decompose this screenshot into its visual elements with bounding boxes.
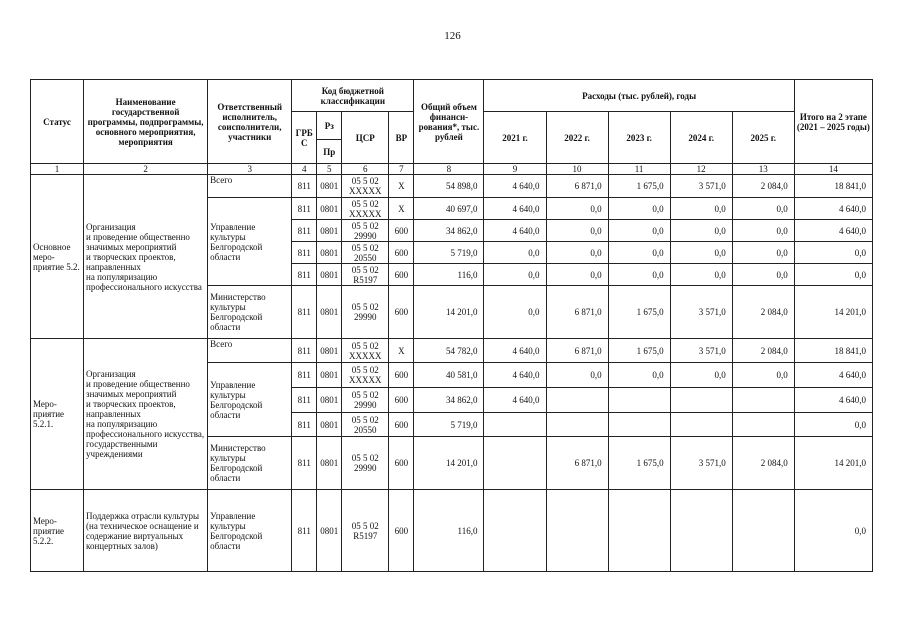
y2024-cell: 3 571,0 <box>670 286 732 339</box>
header-grbs: ГРБ С <box>292 112 317 164</box>
header-year-2021: 2021 г. <box>484 112 546 164</box>
y2023-cell: 0,0 <box>608 242 670 264</box>
y2025-cell: 0,0 <box>732 220 794 242</box>
y2022-cell: 6 871,0 <box>546 339 608 363</box>
y2024-cell <box>670 413 732 437</box>
vr-cell: 600 <box>389 286 414 339</box>
header-budget-code: Код бюджетной классификации <box>292 80 414 112</box>
header-executor: Ответственный исполнитель, соисполнители, участники <box>208 80 292 164</box>
header-year-2024: 2024 г. <box>670 112 732 164</box>
header-expenses: Расходы (тыс. рублей), годы <box>484 80 794 112</box>
y2021-cell: 4 640,0 <box>484 220 546 242</box>
y2024-cell: 3 571,0 <box>670 437 732 490</box>
y2021-cell: 0,0 <box>484 264 546 286</box>
header-name: Наименование государственной программы, подпрограммы, основного мероприятия, мероприятия <box>84 80 208 164</box>
rz-cell: 0801 <box>317 388 342 413</box>
y2023-cell <box>608 388 670 413</box>
rz-cell: 0801 <box>317 363 342 388</box>
grbs-cell: 811 <box>292 175 317 198</box>
col-number: 4 <box>292 164 317 175</box>
csr-cell: 05 5 02 29990 <box>342 286 389 339</box>
page-number: 126 <box>444 30 461 42</box>
executor-cell: Управление культуры Белгородской области <box>208 198 292 286</box>
status-cell: Меро-приятие 5.2.2. <box>31 490 84 572</box>
budget-table <box>30 79 873 572</box>
vr-cell: 600 <box>389 220 414 242</box>
y2021-cell: 4 640,0 <box>484 198 546 220</box>
total-cell: 14 201,0 <box>414 286 484 339</box>
y2022-cell: 6 871,0 <box>546 286 608 339</box>
y2025-cell: 2 084,0 <box>732 339 794 363</box>
col-number: 12 <box>670 164 732 175</box>
y2025-cell: 2 084,0 <box>732 437 794 490</box>
y2025-cell: 0,0 <box>732 264 794 286</box>
y2024-cell: 0,0 <box>670 220 732 242</box>
status-cell: Меро-приятие 5.2.1. <box>31 339 84 490</box>
vr-cell: X <box>389 339 414 363</box>
y2022-cell: 6 871,0 <box>546 175 608 198</box>
rz-cell: 0801 <box>317 198 342 220</box>
rz-cell: 0801 <box>317 286 342 339</box>
y2025-cell <box>732 490 794 572</box>
header-vr: ВР <box>389 112 414 164</box>
total-cell: 40 697,0 <box>414 198 484 220</box>
y2021-cell: 4 640,0 <box>484 363 546 388</box>
vr-cell: 600 <box>389 437 414 490</box>
col-number: 6 <box>342 164 389 175</box>
y2022-cell: 6 871,0 <box>546 437 608 490</box>
total-cell: 40 581,0 <box>414 363 484 388</box>
total-cell: 14 201,0 <box>414 437 484 490</box>
rz-cell: 0801 <box>317 490 342 572</box>
status-cell: Основное меро-приятие 5.2. <box>31 175 84 339</box>
stage-total-cell: 18 841,0 <box>794 339 872 363</box>
y2023-cell: 0,0 <box>608 363 670 388</box>
y2025-cell: 0,0 <box>732 363 794 388</box>
stage-total-cell: 14 201,0 <box>794 437 872 490</box>
total-cell: 54 782,0 <box>414 339 484 363</box>
col-number: 9 <box>484 164 546 175</box>
csr-cell: 05 5 02 29990 <box>342 388 389 413</box>
y2021-cell: 4 640,0 <box>484 388 546 413</box>
y2025-cell: 0,0 <box>732 198 794 220</box>
y2023-cell: 0,0 <box>608 198 670 220</box>
total-cell: 34 862,0 <box>414 388 484 413</box>
y2023-cell <box>608 490 670 572</box>
header-year-2022: 2022 г. <box>546 112 608 164</box>
stage-total-cell: 0,0 <box>794 413 872 437</box>
y2023-cell: 1 675,0 <box>608 175 670 198</box>
col-number: 14 <box>794 164 872 175</box>
csr-cell: 05 5 02 R5197 <box>342 490 389 572</box>
y2025-cell: 2 084,0 <box>732 175 794 198</box>
y2023-cell: 0,0 <box>608 264 670 286</box>
vr-cell: 600 <box>389 490 414 572</box>
csr-cell: 05 5 02 XXXXX <box>342 339 389 363</box>
grbs-cell: 811 <box>292 437 317 490</box>
total-cell: 116,0 <box>414 264 484 286</box>
total-cell: 5 719,0 <box>414 413 484 437</box>
grbs-cell: 811 <box>292 242 317 264</box>
grbs-cell: 811 <box>292 198 317 220</box>
grbs-cell: 811 <box>292 388 317 413</box>
stage-total-cell: 4 640,0 <box>794 363 872 388</box>
stage-total-cell: 4 640,0 <box>794 388 872 413</box>
y2023-cell: 1 675,0 <box>608 286 670 339</box>
activity-name-cell: Организация и проведение общественно значимых мероприятий и творческих проектов, направленных на популяризацию профессионального искусства <box>84 175 208 339</box>
header-rz: Рз <box>317 112 342 140</box>
y2021-cell <box>484 490 546 572</box>
executor-cell: Всего <box>208 175 292 198</box>
rz-cell: 0801 <box>317 220 342 242</box>
total-cell: 116,0 <box>414 490 484 572</box>
header-year-2023: 2023 г. <box>608 112 670 164</box>
table-row <box>31 339 873 363</box>
vr-cell: 600 <box>389 264 414 286</box>
col-number: 5 <box>317 164 342 175</box>
rz-cell: 0801 <box>317 339 342 363</box>
vr-cell: X <box>389 198 414 220</box>
header-pr: Пр <box>317 140 342 164</box>
csr-cell: 05 5 02 R5197 <box>342 264 389 286</box>
grbs-cell: 811 <box>292 413 317 437</box>
y2022-cell <box>546 490 608 572</box>
y2021-cell: 0,0 <box>484 286 546 339</box>
y2024-cell <box>670 388 732 413</box>
grbs-cell: 811 <box>292 264 317 286</box>
vr-cell: 600 <box>389 413 414 437</box>
y2021-cell: 4 640,0 <box>484 339 546 363</box>
grbs-cell: 811 <box>292 286 317 339</box>
csr-cell: 05 5 02 XXXXX <box>342 363 389 388</box>
csr-cell: 05 5 02 29990 <box>342 437 389 490</box>
col-number: 1 <box>31 164 84 175</box>
col-number: 10 <box>546 164 608 175</box>
csr-cell: 05 5 02 XXXXX <box>342 198 389 220</box>
executor-cell: Всего <box>208 339 292 363</box>
col-number: 13 <box>732 164 794 175</box>
total-cell: 5 719,0 <box>414 242 484 264</box>
y2024-cell: 3 571,0 <box>670 175 732 198</box>
y2022-cell: 0,0 <box>546 198 608 220</box>
header-total-volume: Общий объем финанси-рования*, тыс. рублей <box>414 80 484 164</box>
vr-cell: X <box>389 175 414 198</box>
y2022-cell: 0,0 <box>546 264 608 286</box>
stage-total-cell: 0,0 <box>794 490 872 572</box>
header-csr: ЦСР <box>342 112 389 164</box>
y2025-cell: 2 084,0 <box>732 286 794 339</box>
header-stage-total: Итого на 2 этапе (2021 – 2025 годы) <box>794 80 872 164</box>
activity-name-cell: Организация и проведение общественно значимых мероприятий и творческих проектов, направленных на популяризацию профессионального искусства, государственными учреждениями <box>84 339 208 490</box>
rz-cell: 0801 <box>317 437 342 490</box>
executor-cell: Министерство культуры Белгородской области <box>208 437 292 490</box>
y2024-cell: 0,0 <box>670 363 732 388</box>
executor-cell: Министерство культуры Белгородской области <box>208 286 292 339</box>
table-row <box>31 175 873 198</box>
rz-cell: 0801 <box>317 242 342 264</box>
csr-cell: 05 5 02 XXXXX <box>342 175 389 198</box>
y2025-cell: 0,0 <box>732 242 794 264</box>
vr-cell: 600 <box>389 388 414 413</box>
col-number: 2 <box>84 164 208 175</box>
activity-name-cell: Поддержка отрасли культуры (на техническое оснащение и содержание виртуальных концертных залов) <box>84 490 208 572</box>
y2022-cell: 0,0 <box>546 242 608 264</box>
y2024-cell: 0,0 <box>670 264 732 286</box>
col-number: 11 <box>608 164 670 175</box>
grbs-cell: 811 <box>292 220 317 242</box>
csr-cell: 05 5 02 20550 <box>342 242 389 264</box>
column-number-row <box>31 164 873 175</box>
csr-cell: 05 5 02 20550 <box>342 413 389 437</box>
y2025-cell <box>732 413 794 437</box>
total-cell: 34 862,0 <box>414 220 484 242</box>
y2021-cell <box>484 437 546 490</box>
grbs-cell: 811 <box>292 490 317 572</box>
y2025-cell <box>732 388 794 413</box>
y2024-cell: 0,0 <box>670 242 732 264</box>
y2022-cell: 0,0 <box>546 220 608 242</box>
col-number: 8 <box>414 164 484 175</box>
stage-total-cell: 14 201,0 <box>794 286 872 339</box>
y2021-cell <box>484 413 546 437</box>
rz-cell: 0801 <box>317 175 342 198</box>
y2024-cell: 0,0 <box>670 198 732 220</box>
y2022-cell <box>546 413 608 437</box>
y2021-cell: 0,0 <box>484 242 546 264</box>
y2021-cell: 4 640,0 <box>484 175 546 198</box>
col-number: 7 <box>389 164 414 175</box>
executor-cell: Управление культуры Белгородской области <box>208 490 292 572</box>
y2024-cell <box>670 490 732 572</box>
y2024-cell: 3 571,0 <box>670 339 732 363</box>
total-cell: 54 898,0 <box>414 175 484 198</box>
stage-total-cell: 4 640,0 <box>794 220 872 242</box>
rz-cell: 0801 <box>317 264 342 286</box>
stage-total-cell: 0,0 <box>794 242 872 264</box>
y2023-cell: 1 675,0 <box>608 437 670 490</box>
stage-total-cell: 4 640,0 <box>794 198 872 220</box>
y2023-cell <box>608 413 670 437</box>
grbs-cell: 811 <box>292 339 317 363</box>
col-number: 3 <box>208 164 292 175</box>
y2023-cell: 0,0 <box>608 220 670 242</box>
table-row <box>31 490 873 572</box>
vr-cell: 600 <box>389 242 414 264</box>
stage-total-cell: 0,0 <box>794 264 872 286</box>
csr-cell: 05 5 02 29990 <box>342 220 389 242</box>
y2023-cell: 1 675,0 <box>608 339 670 363</box>
vr-cell: 600 <box>389 363 414 388</box>
y2022-cell <box>546 388 608 413</box>
header-status: Статус <box>31 80 84 164</box>
stage-total-cell: 18 841,0 <box>794 175 872 198</box>
executor-cell: Управление культуры Белгородской области <box>208 363 292 437</box>
rz-cell: 0801 <box>317 413 342 437</box>
grbs-cell: 811 <box>292 363 317 388</box>
y2022-cell: 0,0 <box>546 363 608 388</box>
header-year-2025: 2025 г. <box>732 112 794 164</box>
